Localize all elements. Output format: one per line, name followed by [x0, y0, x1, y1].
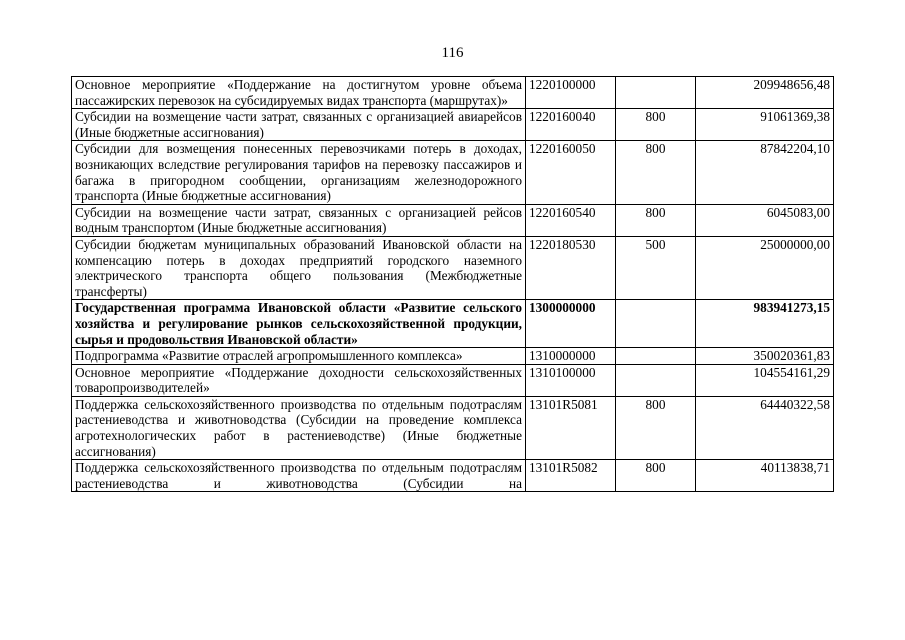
- table-row-program: [72, 300, 834, 348]
- row-description: Поддержка сельскохозяйственного производства по отдельным подотраслям растениеводства и животноводства (Субсидии на: [72, 460, 526, 492]
- row-expense-type: 800: [616, 460, 696, 492]
- row-description: Субсидии бюджетам муниципальных образований Ивановской области на компенсацию потерь в доходах предприятий городского наземного электрического транспорта общего пользования (Межбюджетные трансферты): [72, 236, 526, 299]
- row-expense-type: [616, 300, 696, 348]
- row-expense-type: 800: [616, 109, 696, 141]
- page-number: 116: [441, 45, 464, 61]
- row-description: Государственная программа Ивановской области «Развитие сельского хозяйства и регулирование рынков сельскохозяйственной продукции, сырья и продовольствия Ивановской области»: [72, 300, 526, 348]
- row-expense-type: 800: [616, 204, 696, 236]
- table-row: [72, 236, 834, 299]
- row-expense-type: [616, 364, 696, 396]
- row-amount: 6045083,00: [696, 204, 834, 236]
- table-row: [72, 460, 834, 492]
- table-row: [72, 364, 834, 396]
- row-expense-type: 800: [616, 141, 696, 204]
- row-target-code: 1220180530: [526, 236, 616, 299]
- row-expense-type: 500: [616, 236, 696, 299]
- row-description: Субсидии на возмещение части затрат, связанных с организацией рейсов водным транспортом (Иные бюджетные ассигнования): [72, 204, 526, 236]
- row-target-code: 1310000000: [526, 348, 616, 365]
- row-target-code: 13101R5081: [526, 396, 616, 459]
- row-amount: 104554161,29: [696, 364, 834, 396]
- table-row: [72, 204, 834, 236]
- row-target-code: 1310100000: [526, 364, 616, 396]
- row-amount: 40113838,71: [696, 460, 834, 492]
- table-row: [72, 396, 834, 459]
- row-description: Основное мероприятие «Поддержание доходности сельскохозяйственных товаропроизводителей»: [72, 364, 526, 396]
- row-amount: 209948656,48: [696, 77, 834, 109]
- row-amount: 983941273,15: [696, 300, 834, 348]
- table-row: [72, 109, 834, 141]
- row-amount: 64440322,58: [696, 396, 834, 459]
- row-amount: 350020361,83: [696, 348, 834, 365]
- row-target-code: 13101R5082: [526, 460, 616, 492]
- budget-table: [71, 76, 834, 492]
- row-expense-type: [616, 77, 696, 109]
- table-row: [72, 348, 834, 365]
- row-expense-type: 800: [616, 396, 696, 459]
- table-row: [72, 77, 834, 109]
- row-target-code: 1220160540: [526, 204, 616, 236]
- table-row: [72, 141, 834, 204]
- row-target-code: 1300000000: [526, 300, 616, 348]
- row-amount: 25000000,00: [696, 236, 834, 299]
- row-description: Поддержка сельскохозяйственного производства по отдельным подотраслям растениеводства и животноводства (Субсидии на проведение комплекса агротехнологических работ в растениеводстве) (Иные бюджетные ассигнования): [72, 396, 526, 459]
- row-description: Подпрограмма «Развитие отраслей агропромышленного комплекса»: [72, 348, 526, 365]
- row-amount: 87842204,10: [696, 141, 834, 204]
- row-description: Субсидии для возмещения понесенных перевозчиками потерь в доходах, возникающих вследствие регулирования тарифов на перевозку пассажиров и багажа в пригородном сообщении, организациям железнодорожного транспорта (Иные бюджетные ассигнования): [72, 141, 526, 204]
- row-target-code: 1220100000: [526, 77, 616, 109]
- row-description: Субсидии на возмещение части затрат, связанных с организацией авиарейсов (Иные бюджетные ассигнования): [72, 109, 526, 141]
- row-expense-type: [616, 348, 696, 365]
- row-target-code: 1220160050: [526, 141, 616, 204]
- row-description: Основное мероприятие «Поддержание на достигнутом уровне объема пассажирских перевозок на субсидируемых видах транспорта (маршрутах)»: [72, 77, 526, 109]
- row-amount: 91061369,38: [696, 109, 834, 141]
- row-target-code: 1220160040: [526, 109, 616, 141]
